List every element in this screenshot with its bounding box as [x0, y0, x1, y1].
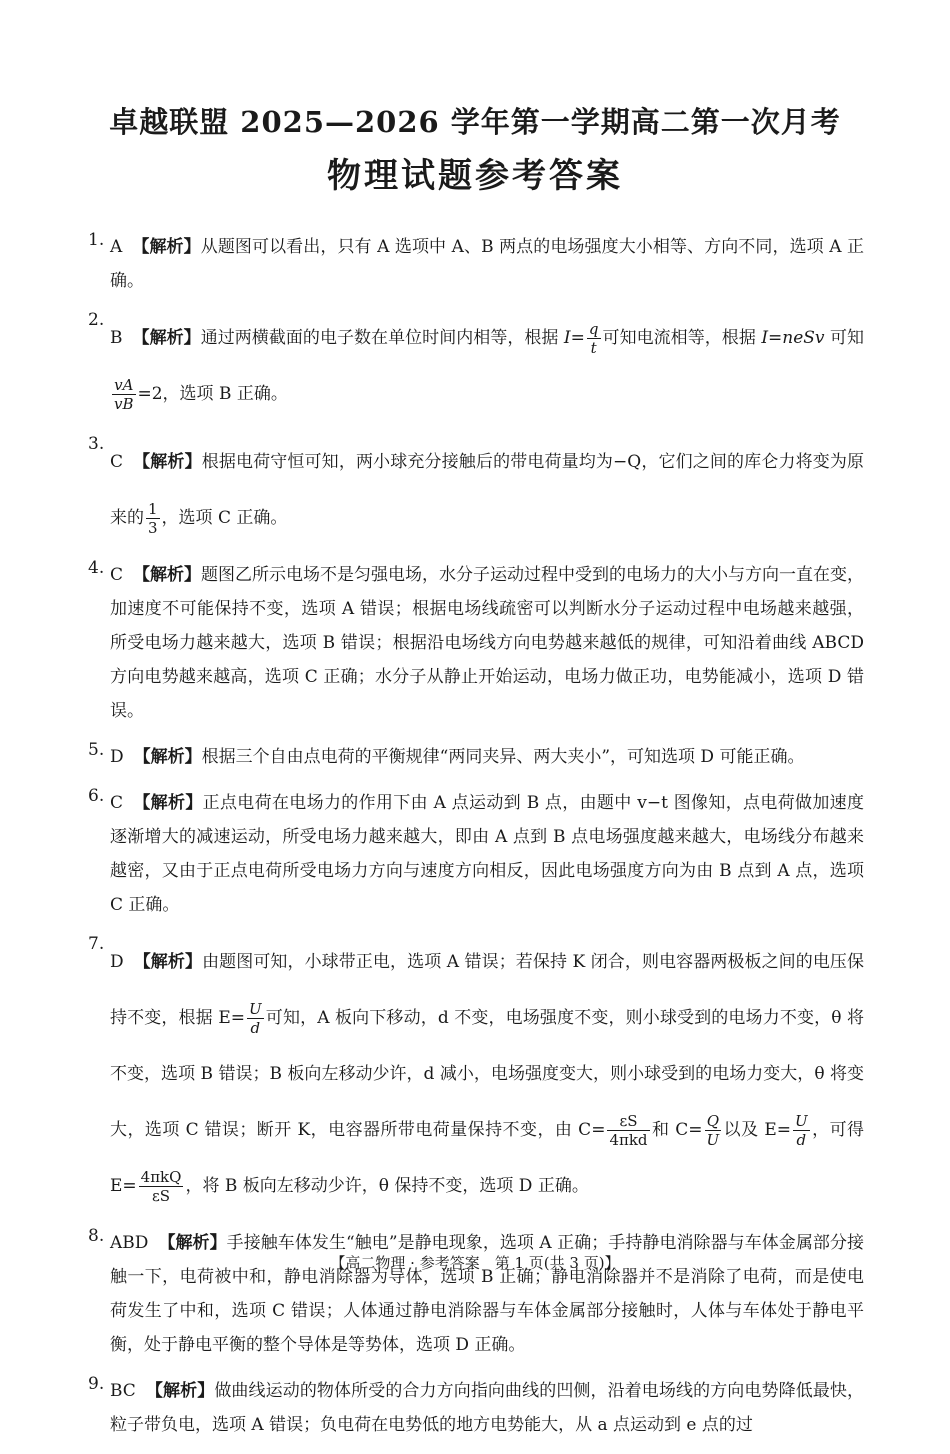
item-number: 6.: [88, 786, 105, 806]
fraction: $\frac{Q}{U}$: [706, 1112, 720, 1149]
item-number: 1.: [88, 230, 105, 250]
analysis-label: 【解析】: [133, 747, 202, 767]
answer-choice: C: [110, 565, 124, 585]
formula: I=: [563, 328, 585, 348]
fraction: $\frac{\text{4πkQ}}{\varepsilon S}$: [140, 1168, 182, 1205]
item-number: 8.: [88, 1226, 105, 1246]
exam-title: 卓越联盟 2025—2026 学年第一学期高二第一次月考: [109, 105, 841, 139]
analysis-text: 由题图可知，小球带正电，选项 A 错误；若保持 K 闭合，则电容器两极板之间的电压保持不变，根据 E=: [110, 952, 865, 1028]
fraction: $\frac{U}{d}$: [795, 1112, 808, 1149]
fraction: $\frac{1}{3}$: [148, 500, 158, 537]
answer-choice: C: [110, 793, 124, 813]
item-number: 7.: [88, 934, 105, 954]
fraction: $\frac{vA}{vB}$: [114, 376, 134, 413]
item-number: 5.: [88, 740, 105, 760]
answer-item-3: 3. C 【解析】根据电荷守恒可知，两小球充分接触后的带电荷量均为−Q，它们之间的库仑力将变为原来的 $\frac{1}{3}$ ，选项 C 正确。: [88, 434, 865, 537]
answer-item-8: [88, 1226, 864, 1362]
analysis-label: 【解析】: [133, 952, 203, 972]
answer-choice: D: [110, 952, 124, 972]
answer-choice: B: [110, 328, 123, 348]
analysis-text: 做曲线运动的物体所受的合力方向指向曲线的凹侧，沿着电场线的方向电势降低最快，粒子带负电，选项 A 错误；负电荷在电势低的地方电势能大，从 a 点运动到 e 点的过: [110, 1381, 865, 1435]
answer-choice: D: [110, 747, 124, 767]
answer-item-1: [88, 230, 864, 298]
analysis-text: 正点电荷在电场力的作用下由 A 点运动到 B 点，由题中 v−t 图像知，点电荷做加速度逐渐增大的减速运动，所受电场力越来越大，即由 A 点到 B 点电场强度越来越大，电场线分布越来越密，又由于正点电荷所受电场力方向与速度方向相反，因此电场强度方向为由 B 点到 A 点，选项 C 正确。: [110, 793, 864, 915]
answer-item-9: [88, 1374, 864, 1442]
item-number: 2.: [88, 310, 105, 330]
analysis-label: 【解析】: [158, 1233, 227, 1253]
answer-choice: BC: [110, 1381, 136, 1401]
analysis-label: 【解析】: [133, 565, 202, 585]
fraction: $\frac{q}{t}$: [588, 320, 599, 357]
analysis-label: 【解析】: [145, 1381, 215, 1401]
answer-item-2: 2. B 【解析】通过两横截面的电子数在单位时间内相等，根据 I= $\frac{q}{t}$ 可知电流相等，根据 I=neSv 可知 $\frac{vA}{vB}$ =2，选项 B 正确。: [88, 310, 865, 413]
fraction: $\frac{U}{d}$: [249, 1000, 262, 1037]
analysis-text: 根据电荷守恒可知，两小球充分接触后的带电荷量均为−Q，它们之间的库仑力将变为原来的: [110, 452, 865, 528]
analysis-text: 手接触车体发生“触电”是静电现象，选项 A 正确；手持静电消除器与车体金属部分接触一下，电荷被中和，静电消除器为导体，选项 B 正确；静电消除器并不是消除了电荷，而是使电荷发生了中和，选项 C 错误；人体通过静电消除器与车体金属部分接触时，人体与车体处于静电平衡，处于静电平衡的整个导体是等势体，选项 D 正确。: [110, 1233, 864, 1355]
analysis-label: 【解析】: [132, 237, 201, 257]
page-footer: 【高二物理 · 参考答案 第 1 页(共 3 页)】: [330, 1254, 620, 1272]
answer-item-4: [88, 558, 864, 728]
item-number: 4.: [88, 558, 105, 578]
formula: I=neSv: [761, 328, 825, 348]
analysis-text: 题图乙所示电场不是匀强电场，水分子运动过程中受到的电场力的大小与方向一直在变，加速度不可能保持不变，选项 A 错误；根据电场线疏密可以判断水分子运动过程中电场越来越强，所受电场力越来越大，选项 B 错误；根据沿电场线方向电势越来越低的规律，可知沿着曲线 ABCD 方向电势越来越高，选项 C 正确；水分子从静止开始运动，电场力做正功，电势能减小，选项 D 错误。: [110, 565, 865, 721]
answer-choice: C: [110, 452, 124, 472]
item-number: 3.: [88, 434, 105, 454]
answer-choice: ABD: [110, 1233, 149, 1253]
fraction: $\frac{\varepsilon S}{\text{4πkd}}$: [609, 1112, 648, 1149]
analysis-label: 【解析】: [132, 328, 201, 348]
answer-item-6: [88, 786, 864, 922]
answer-item-7: 7. D 【解析】由题图可知，小球带正电，选项 A 错误；若保持 K 闭合，则电容器两极板之间的电压保持不变，根据 E= $\frac{U}{d}$ 可知，A 板向下移动，d 不变，电场强度不变，则小球受到的电场力不变，θ 将不变，选项 B 错误；B 板向左移动少许，d 减小，电场强度变大，则小球受到的电场力变大，θ 将变大，选项 C 错误；断开 K，电容器所带电荷量保持不变，由 C= $\frac{\varepsilon S}{\text{4πkd}}$ 和 C= $\frac{Q}{U}$ 以及 E= $\frac{U}{d}$ ，可得 E= $\frac{\text{4πkQ}}{\varepsilon S}$ ，将 B 板向左移动少许，θ 保持不变，选项 D 正确。: [88, 934, 865, 1205]
analysis-label: 【解析】: [133, 452, 202, 472]
analysis-text: 通过两横截面的电子数在单位时间内相等，根据: [200, 328, 564, 348]
analysis-text: 从题图可以看出，只有 A 选项中 A、B 两点的电场强度大小相等、方向不同，选项 A 正确。: [110, 237, 865, 291]
answer-choice: A: [110, 237, 123, 257]
analysis-label: 【解析】: [133, 793, 203, 813]
answer-key-title: 物理试题参考答案: [327, 156, 623, 196]
answer-item-5: [88, 740, 864, 774]
analysis-text: 根据三个自由点电荷的平衡规律“两同夹异、两大夹小”，可知选项 D 可能正确。: [201, 747, 805, 767]
item-number: 9.: [88, 1374, 105, 1394]
